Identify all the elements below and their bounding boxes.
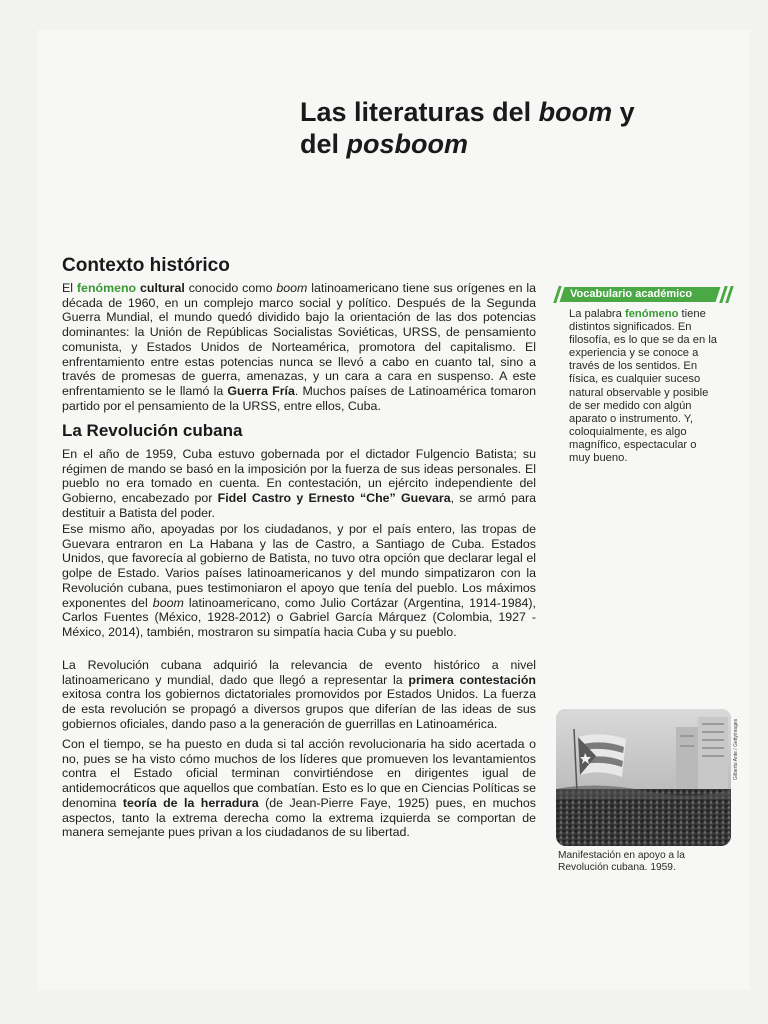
section-heading-revolution: La Revolución cubana xyxy=(62,421,243,440)
photo-caption: Manifestación en apoyo a la Revolución cubana. 1959. xyxy=(558,850,685,874)
vocabulary-tag xyxy=(556,287,734,303)
paragraph-revolution-2: Ese mismo año, apoyadas por los ciudadanos, y por el país entero, las tropas de Guevara entraron en La Habana y las de Castro, a Santiago de Cuba. Estados Unidos, que favorecía al gobierno de Batista, no tuvo otra opción que declarar legal el golpe de Estado. Varios países latinoamericanos y del mundo simpatizaron con la Revolución cubana, pues testimoniaron el apoyo que tenía del pueblo. Los máximos exponentes del boom latinoamericano, como Julio Cortázar (Argentina, 1914-1984), Carlos Fuentes (México, 1928-2012) o Gabriel García Márquez (Colombia, 1927 - México, 2014), también, mostraron su simpatía hacia Cuba y su pueblo. xyxy=(62,522,536,639)
paragraph-revolution-4: Con el tiempo, se ha puesto en duda si tal acción revolucionaria ha sido acertada o no, pues se ha visto cómo muchos de los líderes que promueven los levantamientos contra el Estado oficial terminan convirtiéndose en dirigentes igual de antidemocráticos que aquellos que combatían. Esto es lo que en Ciencias Políticas se denomina teoría de la herradura (de Jean-Pierre Faye, 1925) pues, en muchos aspectos, tanto la extrema derecha como la extrema izquierda se comportan de manera semejante pues privan a los ciudadanos de su libertad. xyxy=(62,737,536,840)
section-heading-context: Contexto histórico xyxy=(62,255,230,276)
photo-demonstration xyxy=(556,709,731,846)
paragraph-revolution-1: En el año de 1959, Cuba estuvo gobernada por el dictador Fulgencio Batista; su régimen de mando se basó en la imposición por la fuerza de sus ideas personales. El pueblo no era tomado en cuenta. En contestación, un ejército independiente del Gobierno, encabezado por Fidel Castro y Ernesto “Che” Guevara, se armó para destituir a Batista del poder. xyxy=(62,447,537,520)
photo-image xyxy=(556,709,731,846)
keyword-fenomeno: fenómeno xyxy=(76,281,137,295)
photo-credit: Gilberto Ante / Gettyimages xyxy=(733,718,739,780)
page-title: Las literaturas del boom y del posboom xyxy=(300,97,635,159)
paragraph-context: El fenómeno cultural conocido como boom latinoamericano tiene sus orígenes en la década de 1960, en un complejo marco social y político. Después de la Segunda Guerra Mundial, el mundo quedó dividido bajo la orientación de las dos potencias dominantes: la Unión de Repúblicas Socialistas Soviéticas, URSS, de pensamiento comunista, y Estados Unidos de Norteamérica, promotora del capitalismo. El enfrentamiento entre estas potencias nunca se llevó a cabo en cuanto tal, sino a través de promesas de guerra, amenazas, y un cara a cara en suspenso. A este enfrentamiento se le llamó la Guerra Fría. Muchos países de Latinoamérica tomaron partido por el pensamiento de la URSS, entre ellos, Cuba. xyxy=(62,281,536,413)
vocabulary-definition: La palabra fenómeno tiene distintos significados. En filosofía, es lo que se da en la experiencia y se conoce a través de los sentidos. En física, es cualquier suceso natural observable y posible de ser medido con algún aparato o instrumento. Y, coloquialmente, es algo magnífico, espectacular o muy bueno. xyxy=(569,308,718,465)
paragraph-revolution-3: La Revolución cubana adquirió la relevancia de evento histórico a nivel latinoamericano y mundial, dado que llegó a representar la primera contestación exitosa contra los gobiernos dictatoriales promovidos por Estados Unidos. La fuerza de esta revolución se propagó a diversos grupos que diferían de las ideas de sus gobiernos oficiales, dando paso a la generación de guerrillas en Latinoamérica. xyxy=(62,658,536,731)
keyword-fenomeno-sidebar: fenómeno xyxy=(624,308,679,320)
vocabulary-tag-label: Vocabulario académico xyxy=(570,288,693,300)
